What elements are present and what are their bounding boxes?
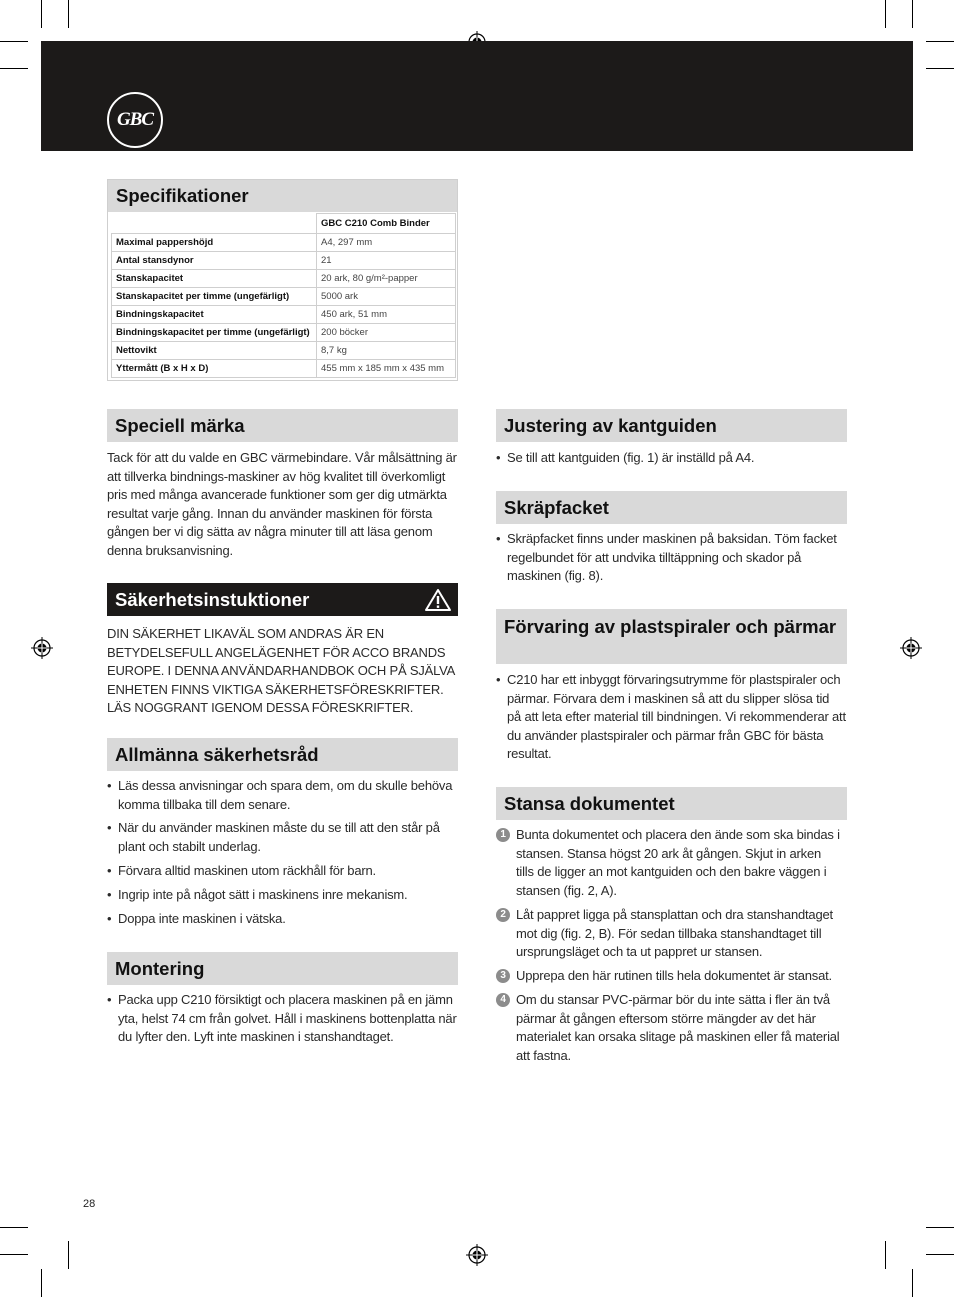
section-heading-storage: Förvaring av plastspiraler och pärmar	[496, 609, 847, 664]
logo-text: GBC	[116, 109, 154, 130]
numbered-step	[496, 906, 842, 962]
table-cell-value: 20 ark, 80 g/m²-papper	[317, 270, 456, 288]
registration-mark-icon	[466, 1244, 488, 1266]
section-heading-mounting: Montering	[107, 952, 458, 985]
registration-mark-icon	[900, 637, 922, 659]
crop-mark	[912, 0, 913, 28]
table-cell-value: 5000 ark	[317, 288, 456, 306]
table-cell-value: 8,7 kg	[317, 342, 456, 360]
table-row	[112, 252, 456, 270]
section-heading-special: Speciell märka	[107, 409, 458, 442]
table-cell-label: Stanskapacitet per timme (ungefärligt)	[112, 288, 317, 306]
crop-mark	[885, 0, 886, 28]
page-number: 28	[83, 1198, 96, 1210]
crop-mark	[926, 1227, 954, 1228]
crop-mark	[0, 68, 28, 69]
list-item: • Packa upp C210 försiktigt och placera maskinen på en jämn yta, helst 74 cm från golvet. Håll i maskinens bottenplatta när du lyfter den. Lyft inte maskinen i stanshandtaget.	[107, 991, 459, 1047]
crop-mark	[41, 1269, 42, 1297]
table-row	[112, 288, 456, 306]
crop-mark	[885, 1241, 886, 1269]
table-header-row	[112, 214, 456, 234]
list-item: • Doppa inte maskinen i vätska.	[107, 910, 457, 929]
table-cell-label: Stanskapacitet	[112, 270, 317, 288]
crop-mark	[926, 41, 954, 42]
table-cell-label: Nettovikt	[112, 342, 317, 360]
crop-mark	[41, 0, 42, 28]
special-paragraph: Tack för att du valde en GBC värmebindare. Vår målsättning är att tillverka bindnings-maskiner av hög kvalitet till överkomligt pris med många avancerade funktioner som ger dig utmärkta resultat varje gång. Innan du använder maskinen för första gången ber vi dig sätta av några minuter till att läsa genom denna bruksanvisning.	[107, 450, 457, 558]
table-cell-label: Maximal pappershöjd	[112, 234, 317, 252]
crop-mark	[926, 68, 954, 69]
safety-title: Säkerhetsinstuktioner	[115, 588, 310, 610]
table-cell-label: Bindningskapacitet	[112, 306, 317, 324]
step-number-badge: 1	[496, 828, 510, 842]
numbered-step	[496, 967, 842, 986]
step-text: Låt pappret ligga på stansplattan och dra stanshandtaget mot dig (fig. 2, B). För sedan tillbaka stanshandtaget till ursprungsläget och ta ut pappret ur stansen.	[516, 907, 833, 959]
table-cell-label: Bindningskapacitet per timme (ungefärligt)	[112, 324, 317, 342]
section-heading-general: Allmänna säkerhetsråd	[107, 738, 458, 771]
list-item: • Skräpfacket finns under maskinen på baksidan. Töm facket regelbundet för att undvika tilltäppning och skador på maskinen (fig. 8).	[496, 530, 842, 586]
table-cell-value: 455 mm x 185 mm x 435 mm	[317, 360, 456, 378]
table-cell-empty	[112, 214, 317, 234]
table-row	[112, 324, 456, 342]
gbc-logo	[107, 92, 163, 148]
crop-mark	[0, 41, 28, 42]
list-item: • Se till att kantguiden (fig. 1) är inställd på A4.	[496, 449, 846, 468]
step-number-badge: 3	[496, 969, 510, 983]
table-cell-label: Yttermått (B x H x D)	[112, 360, 317, 378]
numbered-step	[496, 826, 842, 900]
table-cell-value: 200 böcker	[317, 324, 456, 342]
crop-mark	[926, 1254, 954, 1255]
table-row	[112, 306, 456, 324]
step-number-badge: 4	[496, 993, 510, 1007]
crop-mark	[912, 1269, 913, 1297]
table-row	[112, 270, 456, 288]
table-cell-label: Antal stansdynor	[112, 252, 317, 270]
crop-mark	[68, 1241, 69, 1269]
spec-table	[111, 213, 456, 378]
crop-mark	[0, 1227, 28, 1228]
crop-mark	[0, 1254, 28, 1255]
crop-mark	[68, 0, 69, 28]
spec-title: Specifikationer	[108, 180, 457, 212]
list-item: • C210 har ett inbyggt förvaringsutrymme för plastspiraler och pärmar. Förvara dem i maskinen så att du slipper slösa tid på att leta efter material till bindningen. Vi rekommenderar att du använder plastspiraler och pärmar från GBC för bästa resultat.	[496, 671, 846, 764]
section-heading-edge: Justering av kantguiden	[496, 409, 847, 442]
table-cell-value: 450 ark, 51 mm	[317, 306, 456, 324]
table-column-header: GBC C210 Comb Binder	[317, 214, 456, 234]
table-row	[112, 360, 456, 378]
step-text: Om du stansar PVC-pärmar bör du inte sätta i fler än två pärmar åt gången eftersom större mängder av det här materialet kan orsaka slitage på maskinen eller få material att fastna.	[516, 992, 840, 1063]
list-item: • Ingrip inte på något sätt i maskinens inre mekanism.	[107, 886, 457, 905]
step-text: Bunta dokumentet och placera den ände som ska bindas i stansen. Stansa högst 20 ark åt gången. Skjut in arken tills de ligger an mot kantguiden och den bakre väggen i stansen (fig. 2, A).	[516, 827, 840, 898]
list-item: • När du använder maskinen måste du se till att den står på plant och stabilt underlag.	[107, 819, 457, 856]
step-number-badge: 2	[496, 908, 510, 922]
table-cell-value: A4, 297 mm	[317, 234, 456, 252]
list-item: • Förvara alltid maskinen utom räckhåll för barn.	[107, 862, 457, 881]
section-heading-safety	[107, 583, 458, 616]
numbered-step	[496, 991, 842, 1065]
table-row	[112, 342, 456, 360]
section-heading-punch: Stansa dokumentet	[496, 787, 847, 820]
header-bar	[41, 41, 913, 151]
safety-paragraph: DIN SÄKERHET LIKAVÄL SOM ANDRAS ÄR EN BETYDELSEFULL ANGELÄGENHET FÖR ACCO BRANDS EUROPE. I DENNA ANVÄNDARHANDBOK OCH PÅ SJÄLVA ENHETEN FINNS VIKTIGA SÄKERHETSFÖRESKRIFTER. LÄS NOGGRANT IGENOM DESSA FÖRESKRIFTER.	[107, 626, 455, 715]
step-text: Upprepa den här rutinen tills hela dokumentet är stansat.	[516, 968, 832, 983]
table-cell-value: 21	[317, 252, 456, 270]
spec-section	[107, 179, 458, 381]
warning-icon	[424, 588, 452, 612]
table-row	[112, 234, 456, 252]
section-heading-waste: Skräpfacket	[496, 491, 847, 524]
registration-mark-icon	[31, 637, 53, 659]
list-item: • Läs dessa anvisningar och spara dem, om du skulle behöva komma tillbaka till dem senare.	[107, 777, 457, 814]
